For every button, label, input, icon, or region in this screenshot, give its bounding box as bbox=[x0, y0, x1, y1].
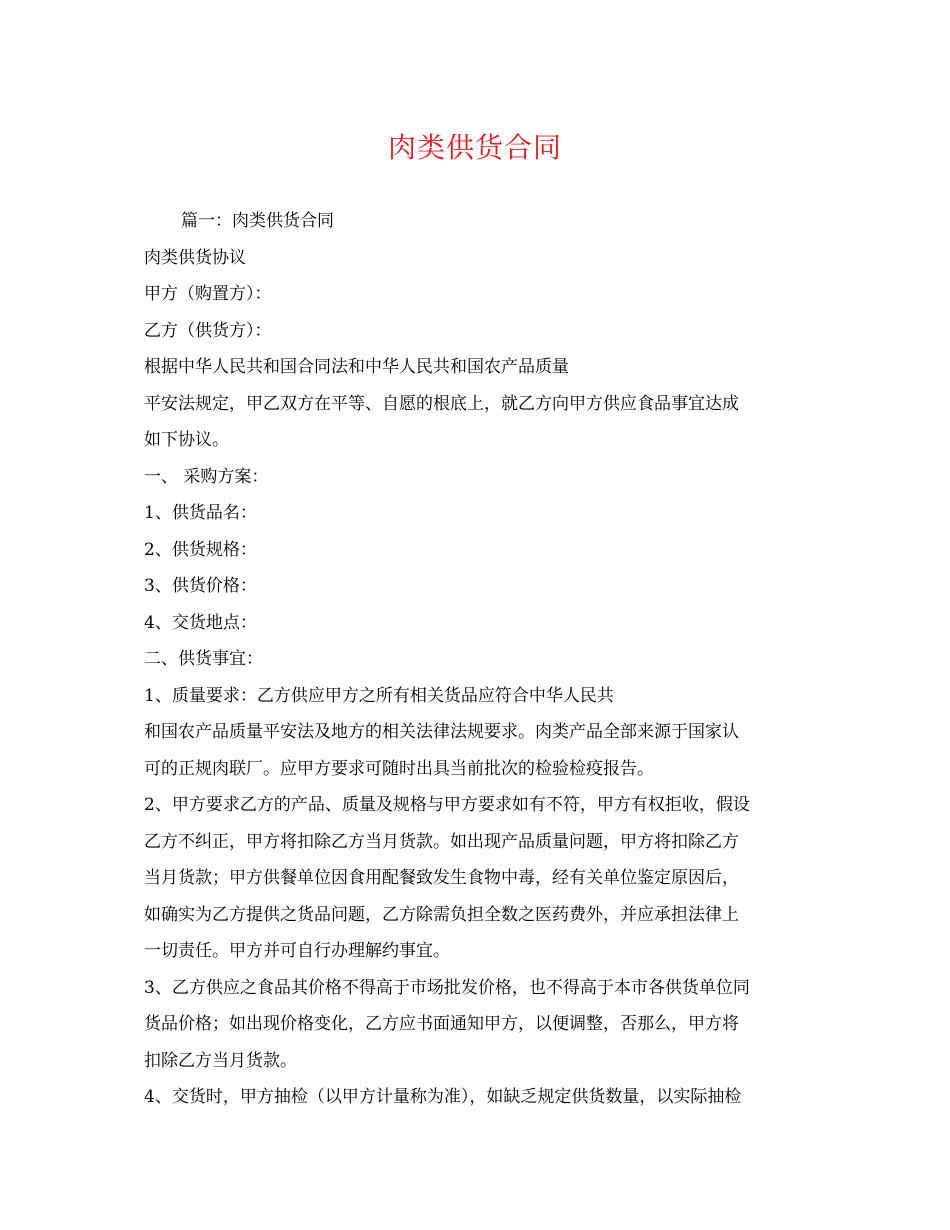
paragraph-line: 平安法规定，甲乙双方在平等、自愿的根底上，就乙方向甲方供应食品事宜达成 bbox=[144, 393, 739, 414]
list-item: 4、交货地点： bbox=[144, 612, 257, 633]
paragraph-line: 乙方不纠正，甲方将扣除乙方当月货款。如出现产品质量问题，甲方将扣除乙方 bbox=[144, 831, 739, 852]
paragraph-line: 如确实为乙方提供之货品问题，乙方除需负担全数之医药费外，并应承担法律上 bbox=[144, 904, 739, 925]
paragraph-line: 当月货款；甲方供餐单位因食用配餐致发生食物中毒，经有关单位鉴定原因后， bbox=[144, 868, 739, 888]
paragraph-line: 根据中华人民共和国合同法和中华人民共和国农产品质量 bbox=[144, 357, 569, 377]
paragraph-line: 货品价格；如出现价格变化，乙方应书面通知甲方，以便调整，否那么，甲方将 bbox=[144, 1014, 739, 1034]
document-title: 肉类供货合同 bbox=[387, 131, 562, 164]
paragraph-line: 1、质量要求：乙方供应甲方之所有相关货品应符合中华人民共 bbox=[144, 685, 614, 706]
paragraph-line: 如下协议。 bbox=[144, 430, 229, 450]
agreement-title: 肉类供货协议 bbox=[144, 247, 246, 268]
list-item: 2、供货规格： bbox=[144, 539, 257, 560]
party-a-line: 甲方（购置方）： bbox=[144, 284, 272, 304]
document-body bbox=[144, 203, 824, 1116]
paragraph-line: 扣除乙方当月货款。 bbox=[144, 1050, 297, 1071]
paragraph-line: 和国农产品质量平安法及地方的相关法律法规要求。肉类产品全部来源于国家认 bbox=[144, 722, 739, 742]
paragraph-line: 2、甲方要求乙方的产品、质量及规格与甲方要求如有不符，甲方有权拒收，假设 bbox=[144, 795, 750, 815]
paragraph-line: 一切责任。甲方并可自行办理解约事宜。 bbox=[144, 941, 450, 961]
list-item: 1、供货品名： bbox=[144, 503, 257, 523]
paragraph-line: 可的正规肉联厂。应甲方要求可随时出具当前批次的检验检疫报告。 bbox=[144, 758, 654, 779]
paragraph-line: 3、乙方供应之食品其价格不得高于市场批发价格，也不得高于本市各供货单位同 bbox=[144, 977, 750, 998]
paragraph-line: 4、交货时，甲方抽检（以甲方计量称为准），如缺乏规定供货数量，以实际抽检 bbox=[144, 1087, 742, 1107]
list-item: 3、供货价格： bbox=[144, 576, 257, 596]
section-heading: 篇一：肉类供货合同 bbox=[181, 211, 334, 231]
section-heading: 二、供货事宜： bbox=[144, 649, 263, 669]
section-heading: 一、 采购方案： bbox=[144, 466, 269, 487]
party-b-line: 乙方（供货方）： bbox=[144, 320, 272, 341]
